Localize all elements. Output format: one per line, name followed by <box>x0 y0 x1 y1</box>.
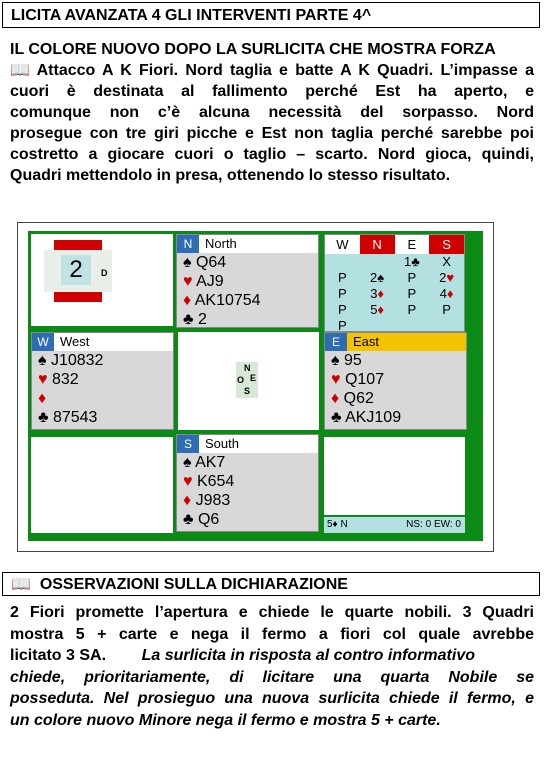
empty-cell-bottom-right <box>324 437 465 515</box>
east-spades: ♠ 95 <box>331 352 362 369</box>
auction-call <box>360 318 395 332</box>
auction-col-east: E <box>407 237 417 252</box>
seat-tag-south: S <box>177 435 199 453</box>
auction-col-north: N <box>360 235 395 254</box>
auction-call: P <box>407 302 417 317</box>
empty-cell-bottom-left <box>31 437 173 533</box>
intro-paragraph <box>10 39 534 186</box>
intro-line-3: comunque non c’è alcuna necessità del sorpasso. Nord <box>10 104 534 121</box>
seat-tag-west: W <box>32 333 54 351</box>
east-hearts: ♥ Q107 <box>331 371 385 388</box>
auction-call: 1♣ <box>403 254 420 269</box>
spade-icon: ♠ <box>38 352 47 369</box>
auction-call: P <box>338 286 347 301</box>
auction-call: X <box>442 254 451 269</box>
diamond-icon: ♦ <box>183 492 192 509</box>
intro-line-6: Quadri mettendolo in presa, ottenendo lo stesso risultato. <box>10 167 451 184</box>
east-diamonds: ♦ Q62 <box>331 390 374 407</box>
north-spades: ♠ Q64 <box>183 254 227 271</box>
north-hearts: ♥ AJ9 <box>183 273 224 290</box>
table-center <box>178 332 319 430</box>
club-icon: ♣ <box>183 311 194 328</box>
auction-call <box>395 318 430 332</box>
contract-label: 5♦ N <box>327 519 348 530</box>
board-number: 2 <box>61 255 91 285</box>
spade-icon: ♠ <box>183 254 192 271</box>
auction-col-south: S <box>429 235 464 254</box>
south-spades: ♠ AK7 <box>183 454 226 471</box>
page-title: LICITA AVANZATA 4 GLI INTERVENTI PARTE 4^ <box>2 2 540 28</box>
club-icon: ♣ <box>331 409 342 426</box>
diamond-icon: ♦ <box>183 292 192 309</box>
heart-icon: ♥ <box>183 473 193 490</box>
west-clubs: ♣ 87543 <box>38 409 98 426</box>
intro-line-5: costretto a giocare cuori o taglio – scarto. Nord gioca, quindi, <box>10 146 534 163</box>
south-diamonds: ♦ J983 <box>183 492 231 509</box>
seat-name-south: South <box>205 436 239 451</box>
intro-line-4: prosegue con tre giri picche e Est non taglia perché sarebbe poi <box>10 125 534 142</box>
west-diamonds <box>32 389 173 408</box>
auction-call: P <box>442 302 451 317</box>
book-icon: 📖 <box>10 62 30 79</box>
heart-icon: ♥ <box>183 273 193 290</box>
seat-name-east: East <box>353 334 380 349</box>
auction-call: 2♥ <box>439 270 455 285</box>
east-clubs: ♣ AKJ109 <box>331 409 402 426</box>
hand-south <box>176 434 319 532</box>
board-info-cell <box>31 234 173 326</box>
heart-icon: ♥ <box>38 371 48 388</box>
south-hearts: ♥ K654 <box>183 473 235 490</box>
intro-line-1: 📖 Attacco A K Fiori. Nord taglia e batte A K Quadri. L’impasse a <box>10 62 535 79</box>
obs-line-4: chiede, prioritariamente, di licitare una quarta Nobile se <box>10 668 534 686</box>
club-icon: ♣ <box>183 511 194 528</box>
auction-call: P <box>338 302 347 317</box>
intro-heading: IL COLORE NUOVO DOPO LA SURLICITA CHE MOSTRA FORZA <box>10 41 496 58</box>
auction-header <box>325 235 464 254</box>
auction-call: 3♦ <box>370 286 385 301</box>
obs-line-2: mostra 5 + carte e nega il fermo a fiori col quale avrebbe <box>10 625 534 643</box>
auction-call: P <box>407 286 417 301</box>
hand-east <box>324 332 467 430</box>
west-hearts: ♥ 832 <box>38 371 79 388</box>
south-clubs: ♣ Q6 <box>183 511 220 528</box>
compass-icon: N O E S <box>237 363 257 396</box>
observations-paragraph <box>10 602 534 731</box>
bridge-diagram <box>17 222 494 552</box>
obs-line-3: licitato 3 SA. La surlicita in risposta al contro informativo <box>10 647 475 664</box>
obs-line-5: posseduta. Nel prosieguo una nuova surlicita chiede il fermo, e <box>10 690 534 707</box>
obs-line-6: un colore nuovo Minore nega il fermo e mostra 5 + carte. <box>10 711 441 729</box>
book-icon: 📖 <box>11 576 31 593</box>
seat-name-west: West <box>60 334 90 349</box>
north-clubs: ♣ 2 <box>183 311 207 328</box>
dealer-marker: D <box>101 268 108 278</box>
auction-call: 2♠ <box>370 270 385 285</box>
seat-tag-north: N <box>177 235 199 253</box>
auction-col-west: W <box>336 237 349 252</box>
hand-north <box>176 234 319 328</box>
auction-call: P <box>407 270 417 285</box>
obs-line-1: 2 Fiori promette l’apertura e chiede le quarte nobili. 3 Quadri <box>10 604 534 621</box>
auction-call: 4♦ <box>439 286 454 301</box>
auction-call: 5♦ <box>370 302 385 317</box>
diamond-icon: ♦ <box>38 390 47 407</box>
vulnerability-bar-top <box>54 240 102 250</box>
auction-call: P <box>338 270 347 285</box>
spade-icon: ♠ <box>331 352 340 369</box>
spade-icon: ♠ <box>183 454 192 471</box>
hand-west <box>31 332 174 430</box>
auction-call <box>360 254 395 270</box>
vulnerability-bar-bottom <box>54 292 102 302</box>
club-icon: ♣ <box>38 409 49 426</box>
score-label: NS: 0 EW: 0 <box>406 519 461 530</box>
heart-icon: ♥ <box>331 371 341 388</box>
observations-heading: 📖 OSSERVAZIONI SULLA DICHIARAZIONE <box>2 572 540 596</box>
auction-box <box>324 234 465 332</box>
diamond-icon: ♦ <box>331 390 340 407</box>
north-diamonds: ♦ AK10754 <box>183 292 261 309</box>
seat-name-north: North <box>205 236 237 251</box>
seat-tag-east: E <box>325 333 347 351</box>
result-bar <box>324 517 465 533</box>
west-spades: ♠ J10832 <box>38 352 104 369</box>
auction-calls <box>325 254 464 332</box>
bridge-table <box>28 231 483 541</box>
auction-call: P <box>338 318 347 332</box>
auction-call <box>325 254 360 270</box>
intro-line-2: cuori è destinata al fallimento perché Est ha aperto, e <box>10 83 534 100</box>
auction-call <box>429 318 464 332</box>
